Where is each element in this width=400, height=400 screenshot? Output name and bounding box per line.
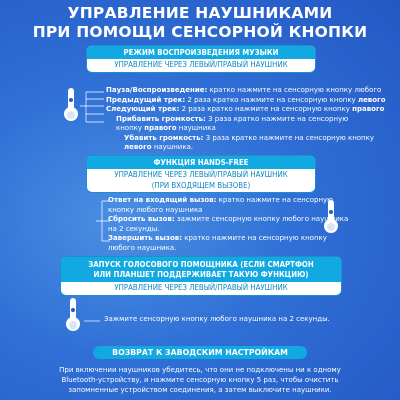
reset-line: При включении наушников убедитесь, что они не подключены ни к одному	[59, 366, 341, 374]
music-mode-subheader: УПРАВЛЕНИЕ ЧЕРЕЗ ЛЕВЫЙ/ПРАВЫЙ НАУШНИК	[114, 60, 288, 69]
music-instructions	[106, 86, 396, 153]
handsfree-header: ФУНКЦИЯ HANDS-FREE	[87, 156, 315, 169]
list-item: левого наушника.	[124, 143, 194, 151]
assistant-subheader: УПРАВЛЕНИЕ ЧЕРЕЗ ЛЕВЫЙ/ПРАВЫЙ НАУШНИК	[114, 283, 288, 292]
list-item: Предыдущий трек: 2 раза кратко нажмите на сенсорную кнопку левого	[106, 95, 386, 104]
list-item: Завершить вызов: кратко нажмите на сенсорную кнопку	[108, 234, 327, 242]
list-item: на 2 секунды.	[108, 224, 160, 233]
connector-line	[84, 318, 100, 324]
list-item: любого наушника.	[108, 243, 177, 252]
handsfree-subheader-note: (ПРИ ВХОДЯЩЕМ ВЫЗОВЕ)	[151, 180, 251, 190]
list-item: кнопку правого наушника	[116, 124, 216, 132]
assistant-header-box	[60, 256, 342, 296]
list-item: Прибавить громкость: 3 раза кратко нажмите на сенсорную	[116, 114, 349, 123]
reset-line: запомненные устройством соединения, а затем выключите наушники.	[68, 386, 332, 394]
list-item: Ответ на входящий вызов: кратко нажмите на сенсорную	[108, 196, 334, 204]
earbud-icon	[62, 296, 86, 336]
handsfree-subheader: УПРАВЛЕНИЕ ЧЕРЕЗ ЛЕВЫЙ/ПРАВЫЙ НАУШНИК	[114, 170, 288, 179]
list-item: Следующий трек: 2 раза кратко нажмите на сенсорную кнопку правого	[106, 105, 385, 113]
assistant-header: ЗАПУСК ГОЛОСОВОГО ПОМОЩНИКА (ЕСЛИ СМАРТФОН ИЛИ ПЛАНШЕТ ПОДДЕРЖИВАЕТ ТАКУЮ ФУНКЦИЮ)	[61, 257, 341, 282]
handsfree-header-box	[86, 155, 316, 193]
list-item: Сбросить вызов: зажмите сенсорную кнопку любого наушника	[108, 215, 349, 223]
connector-lines	[78, 88, 106, 128]
title-line-2: ПРИ ПОМОЩИ СЕНСОРНОЙ КНОПКИ	[32, 23, 368, 41]
handsfree-instructions	[108, 196, 349, 253]
list-item: Пауза/Воспроизведение: кратко нажмите на сенсорную кнопку любого	[106, 86, 382, 94]
title-line-1: УПРАВЛЕНИЕ НАУШНИКАМИ	[67, 4, 333, 22]
reset-line: Bluetooth-устройству, и нажмите сенсорную кнопку 5 раз, чтобы очистить	[61, 376, 339, 384]
music-mode-header-box	[86, 45, 316, 73]
list-item: кнопку любого наушника	[108, 205, 203, 214]
page-title	[0, 4, 400, 42]
music-mode-header: РЕЖИМ ВОСПРОИЗВЕДЕНИЯ МУЗЫКИ	[87, 46, 315, 59]
assistant-instruction: Зажмите сенсорную кнопку любого наушника на 2 секунды.	[104, 315, 330, 323]
reset-header: ВОЗВРАТ К ЗАВОДСКИМ НАСТРОЙКАМ	[93, 346, 307, 359]
reset-instructions	[0, 365, 400, 395]
list-item: Убавить громкость: 3 раза кратко нажмите на сенсорную кнопку	[124, 133, 374, 142]
